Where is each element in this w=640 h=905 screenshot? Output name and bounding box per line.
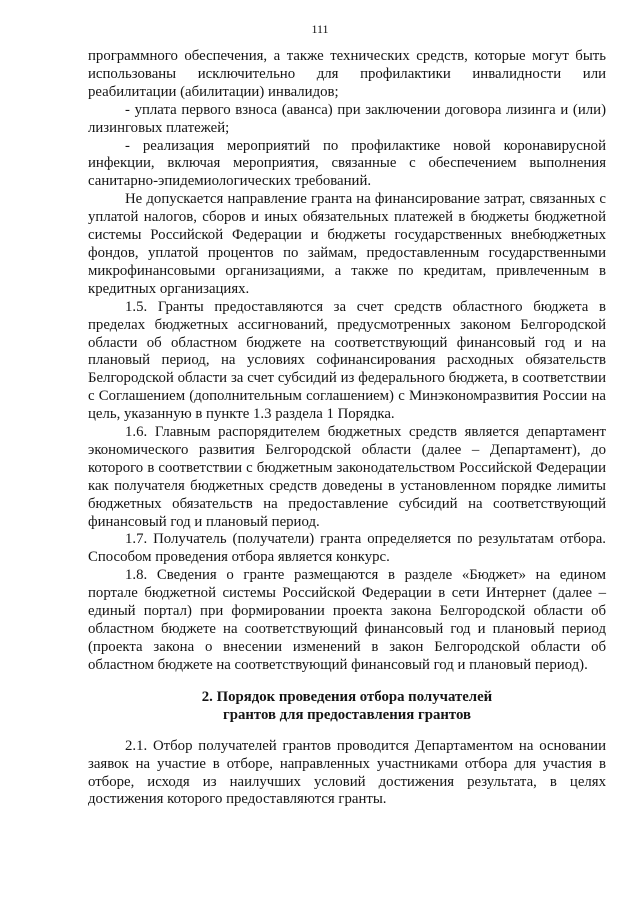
top-paragraphs bbox=[88, 48, 606, 675]
document-body bbox=[88, 48, 606, 809]
paragraph-p-1-6: 1.6. Главным распорядителем бюджетных средств является департамент экономического развития Белгородской области (далее – Департамент), до которого в соответствии с бюджетным законодательством Российской Федерации как получателя бюджетных средств доведены в установленном порядке лимиты бюджетных обязательств на предоставление субсидий на соответствующий финансовый год и плановый период. bbox=[88, 424, 606, 530]
paragraph-cont: программного обеспечения, а также технических средств, которые могут быть использованы исключительно для профилактики инвалидности или реабилитации (абилитации) инвалидов; bbox=[88, 48, 606, 100]
section-heading bbox=[88, 688, 606, 724]
section-heading-line-1: 2. Порядок проведения отбора получателей bbox=[201, 688, 493, 705]
paragraph-p-1-8: 1.8. Сведения о гранте размещаются в разделе «Бюджет» на едином портале бюджетной системы Российской Федерации в сети Интернет (далее – единый портал) при формировании проекта закона Белгородской области об областном бюджете на соответствующий финансовый год и плановый период (проекта закона о внесении изменений в закон Белгородской области об областном бюджете на соответствующий финансовый год и плановый период). bbox=[88, 567, 606, 673]
paragraph-p-2-1: 2.1. Отбор получателей грантов проводится Департаментом на основании заявок на участие в отборе, направленных участниками отбора для участия в отборе, исходя из наилучших условий достижения результата, в целях достижения которого предоставляются гранты. bbox=[88, 737, 606, 808]
paragraph-not-allowed: Не допускается направление гранта на финансирование затрат, связанных с уплатой налогов, сборов и иных обязательных платежей в бюджеты бюджетной системы Российской Федерации и бюджеты государственных внебюджетных фондов, уплатой процентов по займам, предоставленным государственными микрофинансовыми организациями, а также по кредитам, привлеченным в кредитных организациях. bbox=[88, 191, 606, 297]
paragraph-p-1-5: 1.5. Гранты предоставляются за счет средств областного бюджета в пределах бюджетных ассигнований, предусмотренных законом Белгородской области об областном бюджете на соответствующий финансовый год и на плановый период, на условиях софинансирования расходных обязательств Белгородской области за счет субсидий из федерального бюджета, в соответствии с Соглашением (дополнительным соглашением) с Минэкономразвития России на цель, указанную в пункте 1.3 раздела 1 Порядка. bbox=[88, 298, 606, 423]
section-heading-line-2: грантов для предоставления грантов bbox=[223, 706, 471, 723]
page-number: 111 bbox=[311, 22, 329, 36]
paragraph-bullet-lease: - уплата первого взноса (аванса) при заключении договора лизинга и (или) лизинговых платежей; bbox=[88, 101, 606, 136]
paragraph-p-1-7: 1.7. Получатель (получатели) гранта определяется по результатам отбора. Способом проведения отбора является конкурс. bbox=[88, 531, 606, 566]
bottom-paragraphs bbox=[88, 738, 606, 810]
paragraph-bullet-covid: - реализация мероприятий по профилактике новой коронавирусной инфекции, включая мероприятия, связанные с обеспечением выполнения санитарно-эпидемиологических требований. bbox=[88, 137, 606, 190]
